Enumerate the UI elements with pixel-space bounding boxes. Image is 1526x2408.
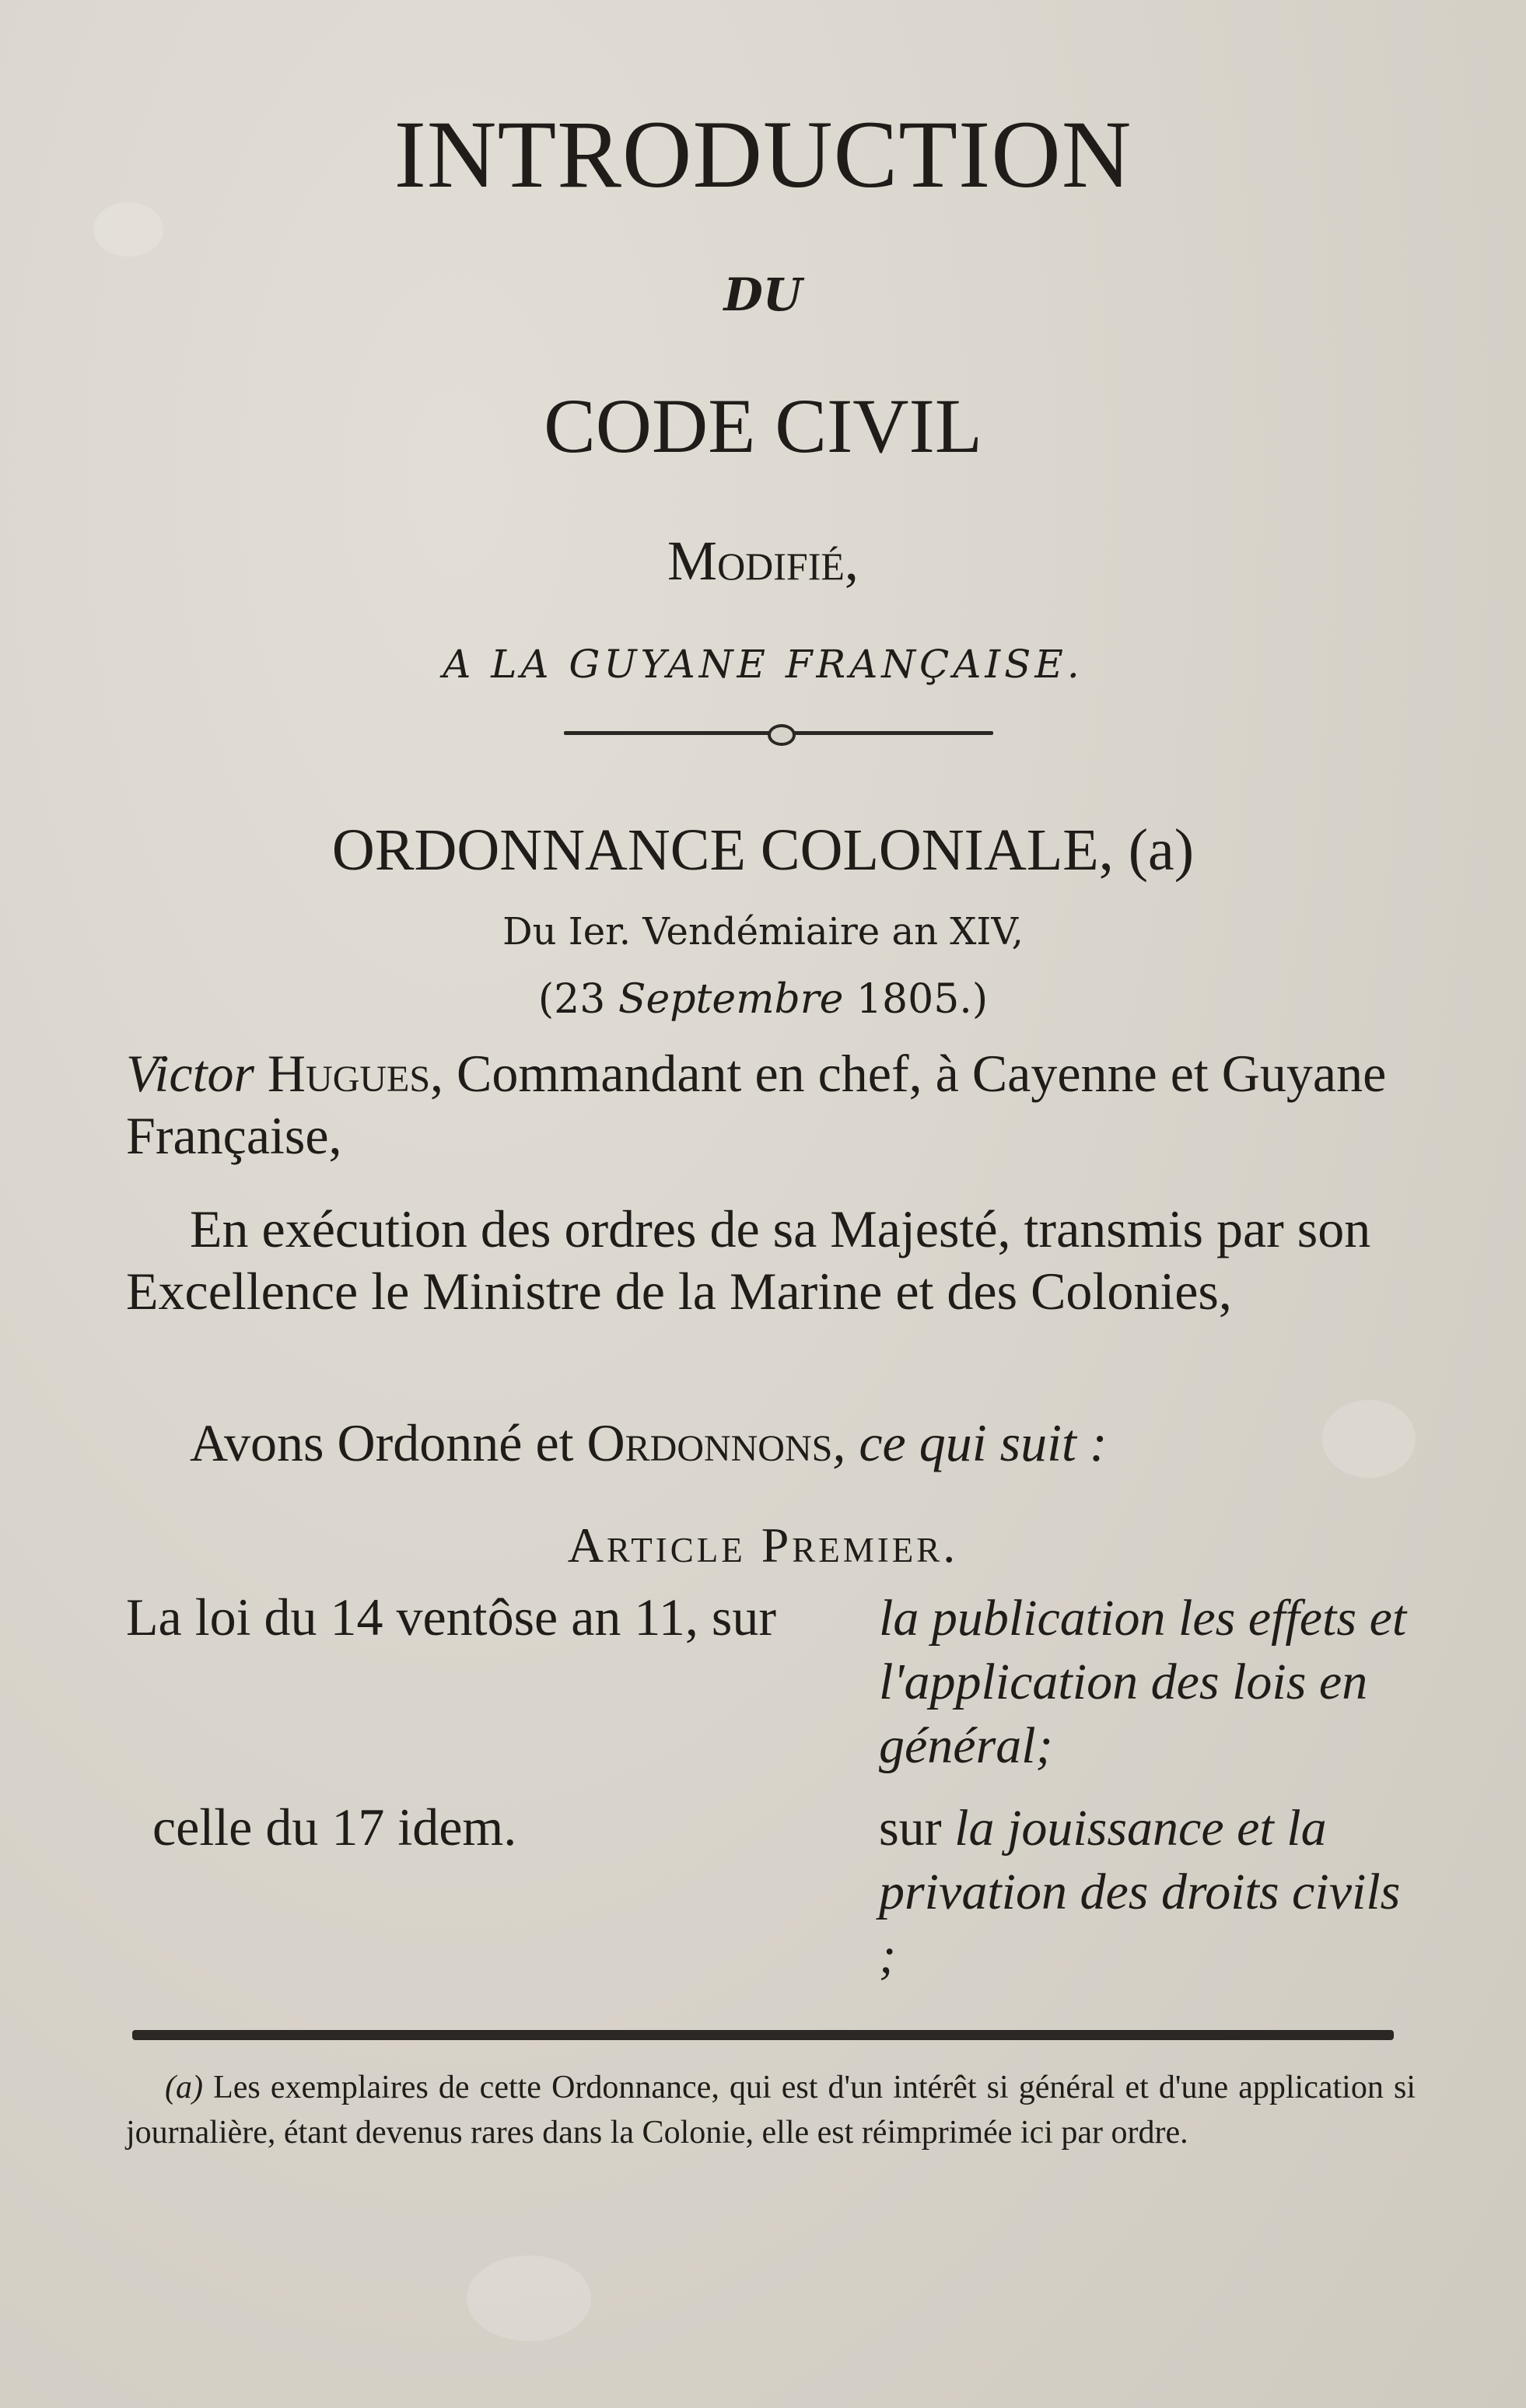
ordonnance-date-line1: Du Ier. Vendémiaire an XIV, — [502, 910, 1024, 954]
subtitle-guyane: A LA GUYANE FRANÇAISE. — [443, 642, 1083, 687]
title-code-civil: CODE CIVIL — [544, 383, 982, 469]
p3-suffix: , ce qui suit : — [832, 1413, 1108, 1472]
p3-prefix: Avons Ordonné et — [190, 1413, 587, 1472]
law2-right — [879, 1797, 1416, 1988]
date-month: Septembre — [618, 976, 844, 1023]
name-hugues: Hugues — [267, 1044, 431, 1103]
title-introduction: INTRODUCTION — [394, 101, 1132, 208]
article-heading: Article Premier. — [567, 1517, 959, 1573]
footnote-divider — [132, 2030, 1394, 2040]
paragraph-victor-hugues — [126, 1042, 1416, 1167]
ordonnance-title: ORDONNANCE COLONIALE, (a) — [331, 817, 1195, 883]
law1-right: la publication les effets et l'application des lois en général; — [879, 1590, 1407, 1774]
paragraph-execution: En exécution des ordres de sa Majesté, transmis par son Excellence le Ministre de la Marine et des Colonies, — [126, 1199, 1371, 1321]
law2-text: la jouissance et la privation des droits civils ; — [879, 1800, 1401, 1984]
p3-ordonnons: Ordonnons — [586, 1413, 833, 1472]
law2-left: celle du 17 idem. — [152, 1797, 517, 1857]
date-suffix: 1805.) — [843, 976, 989, 1023]
footnote-marker: (a) — [165, 2070, 203, 2105]
footnote-text: Les exemplaires de cette Ordonnance, qui est d'un intérêt si général et d'une application si journalière, étant devenus rares dans la Colonie, elle est réimprimée ici par ordre. — [126, 2070, 1416, 2151]
paper-stain — [93, 202, 163, 257]
ordonnance-date-line2 — [0, 976, 1526, 1023]
law2-sur: sur — [879, 1800, 955, 1857]
title-du: DU — [723, 268, 803, 321]
paper-stain — [467, 2256, 591, 2341]
paragraph-ordonnons — [190, 1412, 1479, 1474]
subtitle-modifie: Modifié, — [667, 530, 859, 592]
p1-text: , Commandant en chef, à Cayenne et Guyane Française, — [126, 1044, 1387, 1165]
law1-left: La loi du 14 ventôse an 11, sur — [126, 1587, 776, 1647]
footnote — [126, 2065, 1416, 2155]
ornament-divider — [564, 731, 993, 735]
date-prefix: (23 — [537, 976, 618, 1023]
name-victor: Victor — [126, 1044, 254, 1103]
ornament-knot — [768, 724, 796, 746]
